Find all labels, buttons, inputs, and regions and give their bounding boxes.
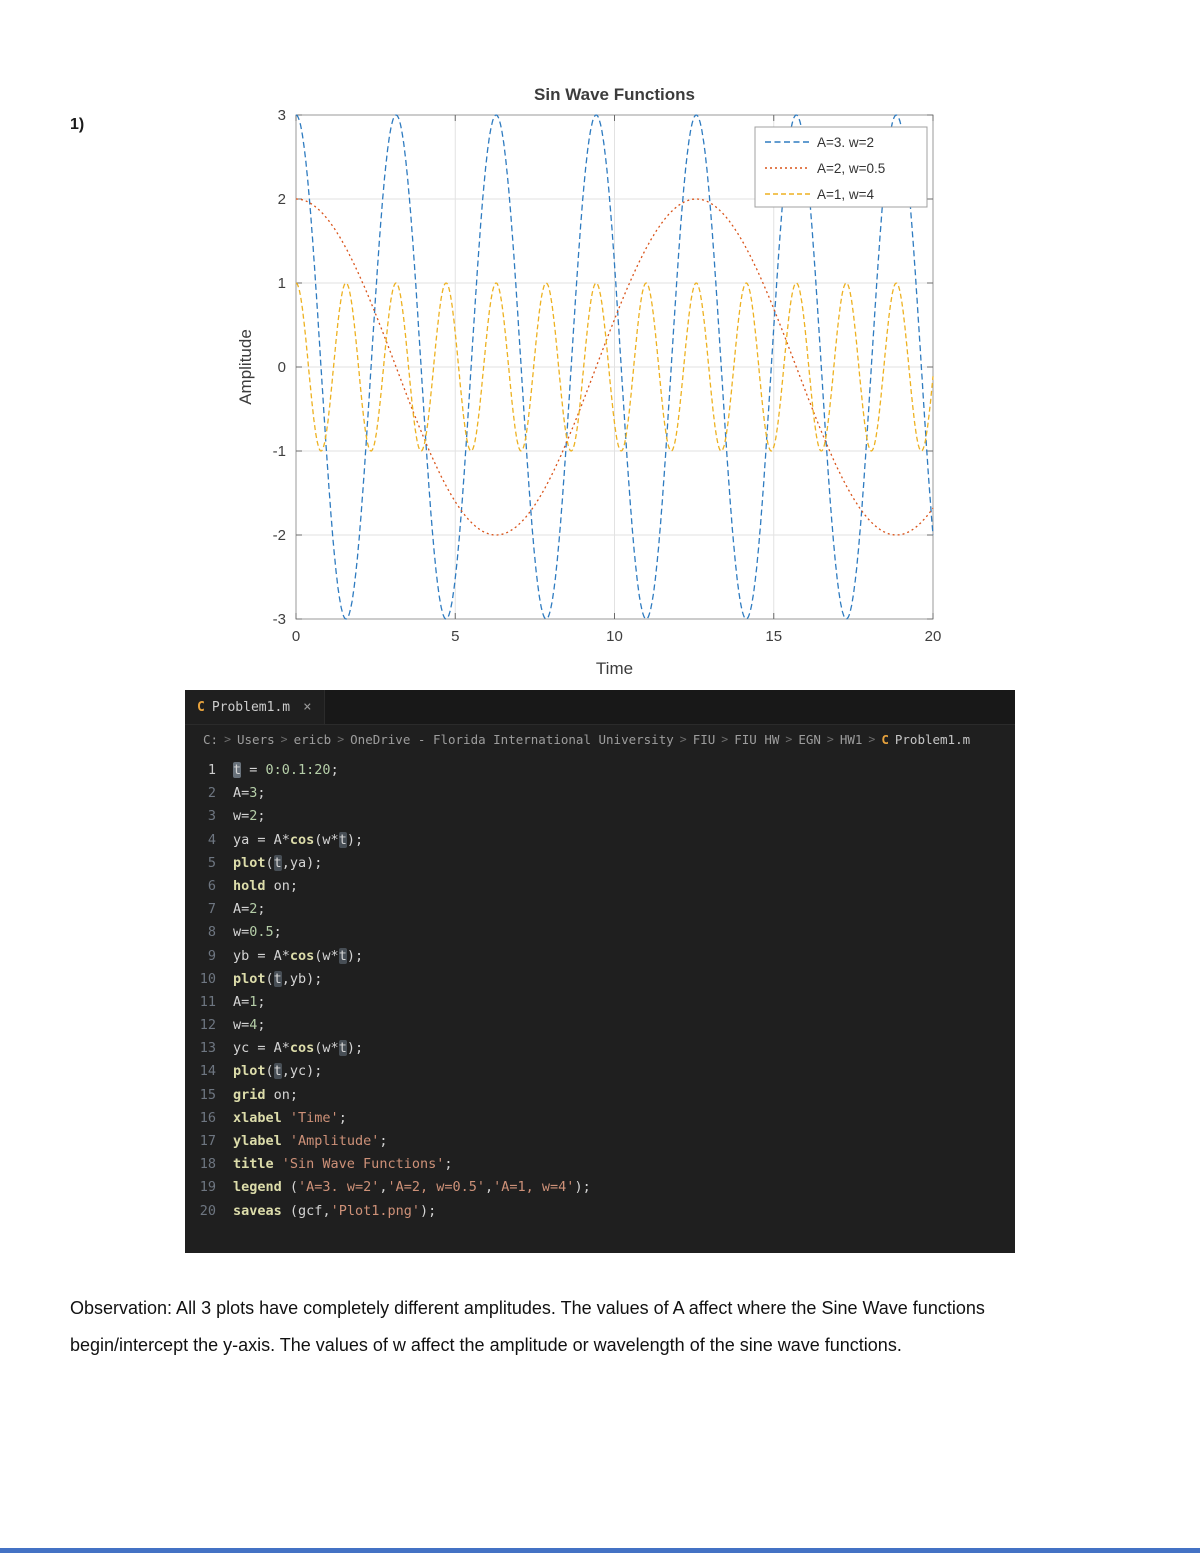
code-text: A=1; (233, 993, 266, 1010)
breadcrumb-item[interactable]: EGN (798, 731, 821, 747)
code-line[interactable] (185, 1130, 1015, 1153)
code-lines (185, 753, 1015, 1223)
line-number: 13 (199, 1040, 216, 1057)
code-text: plot(t,yc); (233, 1063, 323, 1080)
observation-paragraph: Observation: All 3 plots have completely different amplitudes. The values of A affect where the Sine Wave functions begin/intercept the y-axis. The values of w affect the amplitude or wavelength of the sine wave functions. (70, 1298, 985, 1355)
line-number: 5 (207, 854, 216, 871)
editor-tab-bar (185, 690, 1015, 725)
line-number: 8 (207, 924, 216, 941)
line-number: 15 (199, 1086, 216, 1103)
line-number: 16 (199, 1109, 216, 1126)
code-text: A=2; (233, 901, 266, 918)
line-number: 1 (207, 762, 216, 778)
code-text: yc = A*cos(w*t); (233, 1040, 364, 1057)
matlab-file-icon: C (881, 731, 889, 747)
x-axis-label: Time (595, 659, 634, 678)
tab-label: Problem1.m (211, 699, 291, 715)
chevron-right-icon: > (721, 732, 729, 746)
breadcrumb-item[interactable]: C: (203, 731, 219, 747)
chevron-right-icon: > (224, 732, 231, 746)
code-editor (185, 690, 1015, 1253)
code-line[interactable] (185, 759, 1015, 782)
breadcrumb[interactable] (185, 725, 1015, 753)
x-tick-label: 10 (606, 628, 623, 645)
code-text: w=0.5; (233, 924, 282, 941)
line-number: 4 (207, 831, 216, 848)
code-line[interactable] (185, 921, 1015, 944)
code-text: A=3; (233, 785, 266, 802)
code-text: grid on; (233, 1086, 299, 1103)
code-text: w=2; (233, 808, 266, 825)
code-text: title 'Sin Wave Functions'; (233, 1156, 453, 1173)
code-text: yb = A*cos(w*t); (233, 947, 364, 964)
y-tick-label: 2 (277, 191, 286, 208)
code-text: ylabel 'Amplitude'; (233, 1133, 388, 1149)
code-text: plot(t,ya); (233, 854, 323, 871)
line-number: 18 (199, 1156, 216, 1173)
code-line[interactable] (185, 875, 1015, 898)
x-tick-label: 0 (291, 628, 301, 645)
chevron-right-icon: > (679, 732, 687, 746)
line-number: 7 (207, 901, 216, 918)
code-line[interactable] (185, 1176, 1015, 1199)
legend-label: A=1, w=4 (817, 187, 875, 202)
code-line[interactable] (185, 1107, 1015, 1130)
code-text: legend ('A=3. w=2','A=2, w=0.5','A=1, w=4'); (233, 1179, 591, 1196)
code-line[interactable] (185, 852, 1015, 875)
line-number: 14 (199, 1063, 216, 1080)
matlab-file-icon: C (197, 699, 205, 715)
code-line[interactable] (185, 898, 1015, 921)
code-line[interactable] (185, 1153, 1015, 1176)
code-line[interactable] (185, 968, 1015, 991)
code-text: w=4; (233, 1017, 266, 1034)
line-number: 2 (207, 785, 216, 802)
code-text: t = 0:0.1:20; (233, 762, 339, 778)
line-number: 11 (199, 993, 216, 1010)
line-number: 9 (207, 947, 216, 964)
line-number: 3 (207, 808, 216, 825)
chevron-right-icon: > (785, 732, 793, 746)
chevron-right-icon: > (826, 732, 834, 746)
chart-title: Sin Wave Functions (534, 85, 695, 104)
x-tick-label: 15 (765, 628, 783, 645)
x-tick-label: 20 (924, 628, 942, 645)
line-number: 17 (199, 1133, 216, 1149)
code-line[interactable] (185, 805, 1015, 828)
breadcrumb-item[interactable]: Users (237, 731, 275, 747)
chevron-right-icon: > (337, 732, 345, 746)
sine-chart-svg (235, 82, 945, 694)
code-line[interactable] (185, 1084, 1015, 1107)
code-line[interactable] (185, 782, 1015, 805)
code-text: xlabel 'Time'; (233, 1109, 347, 1126)
line-number: 12 (199, 1017, 216, 1034)
line-number: 10 (199, 970, 216, 987)
code-line[interactable] (185, 829, 1015, 852)
y-tick-label: 3 (277, 107, 286, 124)
code-text: saveas (gcf,'Plot1.png'); (233, 1202, 437, 1219)
footer-rule (0, 1548, 1200, 1553)
chevron-right-icon: > (868, 732, 876, 746)
code-line[interactable] (185, 1037, 1015, 1060)
code-text: plot(t,yb); (233, 970, 323, 987)
tab-close-icon[interactable]: × (303, 699, 312, 715)
code-line[interactable] (185, 945, 1015, 968)
x-tick-label: 5 (451, 628, 460, 645)
breadcrumb-item[interactable]: FIU HW (734, 731, 780, 747)
line-number: 20 (199, 1202, 216, 1219)
y-tick-label: 1 (277, 275, 286, 292)
chevron-right-icon: > (280, 732, 288, 746)
breadcrumb-file[interactable]: Problem1.m (894, 731, 971, 747)
code-line[interactable] (185, 991, 1015, 1014)
y-tick-label: 0 (277, 359, 286, 376)
y-tick-label: -3 (272, 611, 286, 628)
breadcrumb-item[interactable]: HW1 (839, 731, 863, 747)
editor-tab-problem1[interactable] (185, 690, 325, 724)
y-axis-label: Amplitude (236, 329, 255, 405)
code-line[interactable] (185, 1200, 1015, 1223)
breadcrumb-item[interactable]: FIU (692, 731, 716, 747)
sine-wave-chart (235, 82, 945, 694)
code-line[interactable] (185, 1060, 1015, 1083)
problem-number: 1) (70, 116, 85, 133)
legend-label: A=3. w=2 (817, 135, 875, 150)
line-number: 6 (207, 877, 216, 894)
breadcrumb-item[interactable]: ericb (293, 731, 332, 747)
y-tick-label: -1 (272, 443, 286, 460)
line-number: 19 (199, 1179, 216, 1196)
y-tick-label: -2 (272, 527, 286, 544)
code-text: hold on; (233, 877, 299, 894)
legend-label: A=2, w=0.5 (817, 161, 886, 176)
breadcrumb-item[interactable]: OneDrive - Florida International University (350, 731, 674, 747)
code-text: ya = A*cos(w*t); (233, 831, 364, 848)
code-line[interactable] (185, 1014, 1015, 1037)
